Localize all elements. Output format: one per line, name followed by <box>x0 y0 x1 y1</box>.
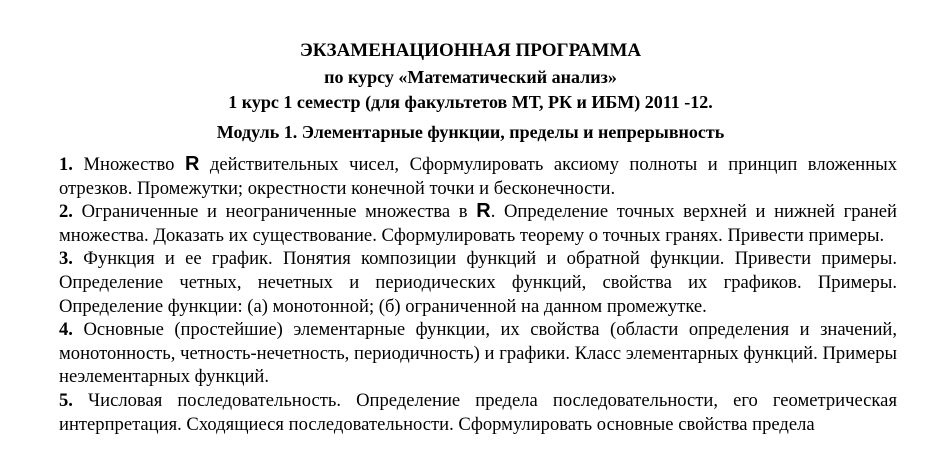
question-item-2 <box>59 200 897 247</box>
question-item-3 <box>59 247 897 318</box>
document-title: ЭКЗАМЕНАЦИОННАЯ ПРОГРАММА <box>299 40 642 61</box>
exam-questions-list <box>59 153 897 436</box>
semester-info: 1 курс 1 семестр (для факультетов МТ, РК и ИБМ) 2011 -12. <box>228 92 713 112</box>
question-text: . Определение точных верхней и нижней граней множества. Доказать их существование. Сформулировать теорему о точных гранях. Привести примеры. <box>59 201 897 246</box>
question-number: 4. <box>59 319 73 341</box>
question-number: 5. <box>59 389 73 411</box>
question-number: 3. <box>59 248 73 270</box>
question-text: Числовая последовательность. Определение предела последовательности, его геометрическая интерпретация. Сходящиеся последовательности. Сформулировать основные свойства предела <box>59 389 897 435</box>
question-text: действительных чисел, Сформулировать аксиому полноты и принцип вложенных отрезков. Промежутки; окрестности конечной точки и бесконечности. <box>59 154 897 199</box>
question-item-5 <box>59 389 897 436</box>
real-numbers-symbol: R <box>184 153 200 175</box>
question-text: Ограниченные и неограниченные множества в <box>72 201 477 223</box>
real-numbers-symbol: R <box>476 200 491 223</box>
question-number: 1. <box>59 154 73 175</box>
question-text: Основные (простейшие) элементарные функции, их свойства (области определения и значений, монотонность, четность-нечетность, периодичность) и графики. Класс элементарных функций. Примеры неэлементарных функций. <box>59 319 897 388</box>
question-number: 2. <box>59 201 73 223</box>
question-item-4 <box>59 318 897 389</box>
course-name: по курсу «Математический анализ» <box>324 67 617 87</box>
module-heading: Модуль 1. Элементарные функции, пределы и непрерывность <box>216 122 725 142</box>
question-text: Функция и ее график. Понятия композиции функций и обратной функции. Привести примеры. Определение четных, нечетных и периодических функций, свойства их графиков. Примеры. Определение функции: (а) монотонной; (б) ограниченной на данном промежутке. <box>59 248 897 317</box>
question-text: Множество <box>72 154 185 175</box>
question-item-1 <box>59 153 897 200</box>
